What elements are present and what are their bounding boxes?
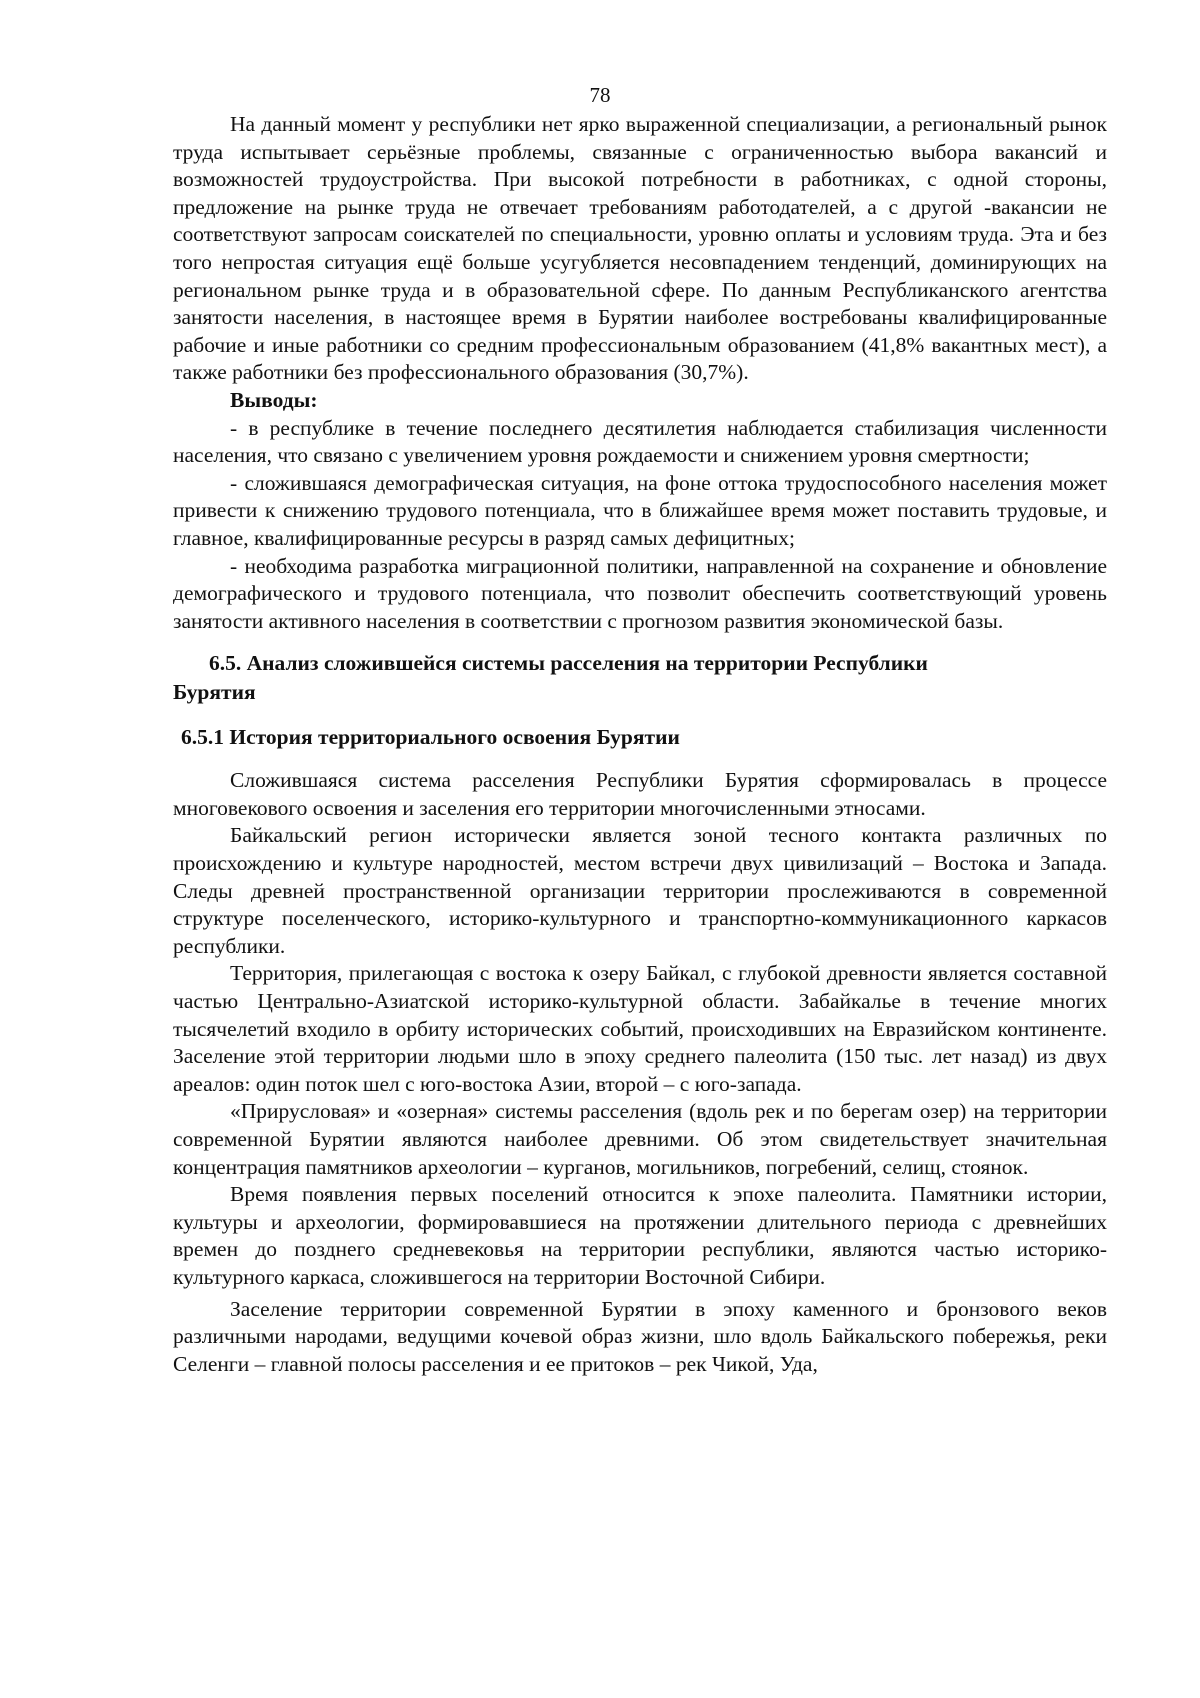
paragraph: Байкальский регион исторически является зоной тесного контакта различных по происхождению и культуре народностей, местом встречи двух цивилизаций – Востока и Запада. Следы древней пространственной организации территории прослеживаются в современной структуре поселенческого, историко-культурного и транспортно-коммуникационного каркасов республики. [173,823,1107,958]
conclusion-item: - необходима разработка миграционной политики, направленной на сохранение и обновление демографического и трудового потенциала, что позволит обеспечить соответствующий уровень занятости активного населения в соответствии с прогнозом развития экономической базы. [173,553,1107,633]
paragraph: Заселение территории современной Бурятии в эпоху каменного и бронзового веков различными народами, ведущими кочевой образ жизни, шло вдоль Байкальского побережья, реки Селенги – главной полосы расселения и ее притоков – рек Чикой, Уда, [173,1296,1107,1376]
paragraph: Сложившаяся система расселения Республики Бурятия сформировалась в процессе многовекового освоения и заселения его территории многочисленными этносами. [173,768,1107,820]
paragraph: Время появления первых поселений относится к эпохе палеолита. Памятники истории, культуры и археологии, формировавшиеся на протяжении длительного периода с древнейших времен до позднего средневековья на территории республики, являются частью историко-культурного каркаса, сложившегося на территории Восточной Сибири. [173,1182,1107,1289]
paragraph: Территория, прилегающая с востока к озеру Байкал, с глубокой древности является составной частью Центрально-Азиатской историко-культурной области. Забайкалье в течение многих тысячелетий входило в орбиту исторических событий, происходивших на Евразийском континенте. Заселение этой территории людьми шло в эпоху среднего палеолита (150 тыс. лет назад) из двух ареалов: один поток шел с юго-востока Азии, второй – с юго-запада. [173,961,1107,1096]
conclusion-item: - сложившаяся демографическая ситуация, на фоне оттока трудоспособного населения может привести к снижению трудового потенциала, что в ближайшее время может поставить трудовые, и главное, квалифицированные ресурсы в разряд самых дефицитных; [173,470,1107,550]
section-title-line1: 6.5. Анализ сложившейся системы расселения на территории Республики [209,651,928,676]
conclusion-item: - в республике в течение последнего десятилетия наблюдается стабилизация численности населения, что связано с увеличением уровня рождаемости и снижением уровня смертности; [173,415,1107,468]
section-title-line2: Бурятия [173,680,256,705]
conclusions-heading: Выводы: [230,387,318,412]
section-heading [173,649,1107,707]
paragraph-labor-market: На данный момент у республики нет ярко выраженной специализации, а региональный рынок труда испытывает серьёзные проблемы, связанные с ограниченностью выбора вакансий и возможностей трудоустройства. При высокой потребности в работниках, с одной стороны, предложение на рынке труда не отвечает требованиям работодателей, а с другой -вакансии не соответствуют запросам соискателей по специальности, уровню оплаты и условиям труда. Эта и без того непростая ситуация ещё больше усугубляется несовпадением тенденций, доминирующих на региональном рынке труда и в образовательной сфере. По данным Республиканского агентства занятости населения, в настоящее время в Бурятии наиболее востребованы квалифицированные рабочие и иные работники со средним профессиональным образованием (41,8% вакантных мест), а также работники без профессионального образования (30,7%). [173,112,1107,385]
page-content [173,111,1107,1378]
subsection-heading: 6.5.1 История территориального освоения Бурятии [181,725,680,750]
paragraph: «Прирусловая» и «озерная» системы расселения (вдоль рек и по берегам озер) на территории современной Бурятии являются наиболее древними. Об этом свидетельствует значительная концентрация памятников археологии – курганов, могильников, погребений, селищ, стоянок. [173,1099,1107,1179]
page-number: 78 [589,83,611,107]
